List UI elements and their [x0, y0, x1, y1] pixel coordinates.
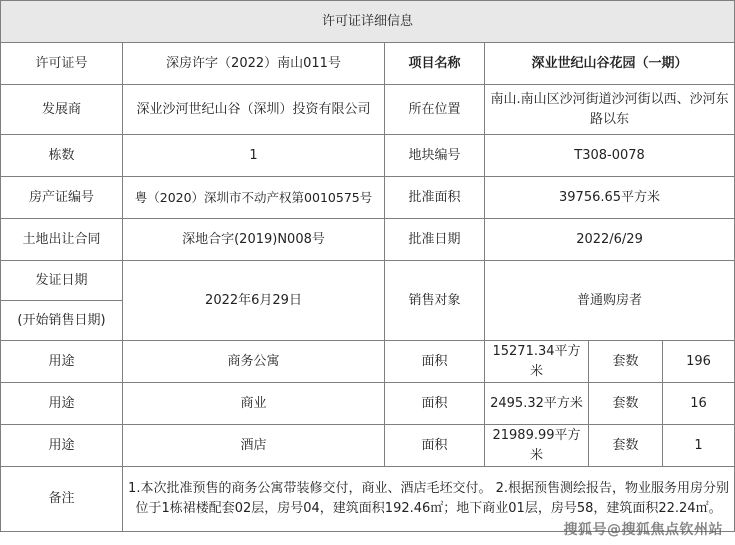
use-count-value: 196: [663, 341, 735, 383]
watermark-text: 搜狐号@搜狐焦点钦州站: [563, 522, 723, 538]
plot-value: T308-0078: [485, 135, 735, 177]
project-name-value: 深业世纪山谷花园（一期）: [485, 43, 735, 85]
approved-date-value: 2022/6/29: [485, 219, 735, 261]
permit-no-label: 许可证号: [1, 43, 123, 85]
table-title: 许可证详细信息: [1, 1, 735, 43]
use-type: 酒店: [123, 425, 385, 467]
use-count-value: 16: [663, 383, 735, 425]
use-area-value: 15271.34平方米: [485, 341, 589, 383]
use-count-value: 1: [663, 425, 735, 467]
project-name-label: 项目名称: [385, 43, 485, 85]
use-count-label: 套数: [589, 341, 663, 383]
use-area-label: 面积: [385, 341, 485, 383]
use-type: 商业: [123, 383, 385, 425]
plot-label: 地块编号: [385, 135, 485, 177]
use-type: 商务公寓: [123, 341, 385, 383]
remarks-text: 1.本次批准预售的商务公寓带装修交付，商业、酒店毛坯交付。 2.根据预售测绘报告，物业服务用房分别位于1栋裙楼配套02层，房号04，建筑面积192.46㎡；地下商业01层，房号58，建筑面积22.24㎡。: [123, 467, 735, 532]
remarks-label: 备注: [1, 467, 123, 532]
land-contract-label: 土地出让合同: [1, 219, 123, 261]
use-area-value: 21989.99平方米: [485, 425, 589, 467]
use-area-value: 2495.32平方米: [485, 383, 589, 425]
use-label: 用途: [1, 383, 123, 425]
use-area-label: 面积: [385, 425, 485, 467]
location-value: 南山.南山区沙河街道沙河街以西、沙河东路以东: [485, 85, 735, 135]
use-label: 用途: [1, 341, 123, 383]
sales-target-value: 普通购房者: [485, 261, 735, 341]
approved-date-label: 批准日期: [385, 219, 485, 261]
land-contract-value: 深地合字(2019)N008号: [123, 219, 385, 261]
permit-no-value: 深房许字（2022）南山011号: [123, 43, 385, 85]
cert-value: 粤（2020）深圳市不动产权第0010575号: [123, 177, 385, 219]
use-count-label: 套数: [589, 383, 663, 425]
issue-date-sub-label: (开始销售日期): [1, 301, 123, 341]
buildings-value: 1: [123, 135, 385, 177]
cert-label: 房产证编号: [1, 177, 123, 219]
issue-date-value: 2022年6月29日: [123, 261, 385, 341]
developer-label: 发展商: [1, 85, 123, 135]
buildings-label: 栋数: [1, 135, 123, 177]
issue-date-label: 发证日期: [1, 261, 123, 301]
developer-value: 深业沙河世纪山谷（深圳）投资有限公司: [123, 85, 385, 135]
sales-target-label: 销售对象: [385, 261, 485, 341]
approved-area-value: 39756.65平方米: [485, 177, 735, 219]
use-area-label: 面积: [385, 383, 485, 425]
use-label: 用途: [1, 425, 123, 467]
use-count-label: 套数: [589, 425, 663, 467]
location-label: 所在位置: [385, 85, 485, 135]
approved-area-label: 批准面积: [385, 177, 485, 219]
